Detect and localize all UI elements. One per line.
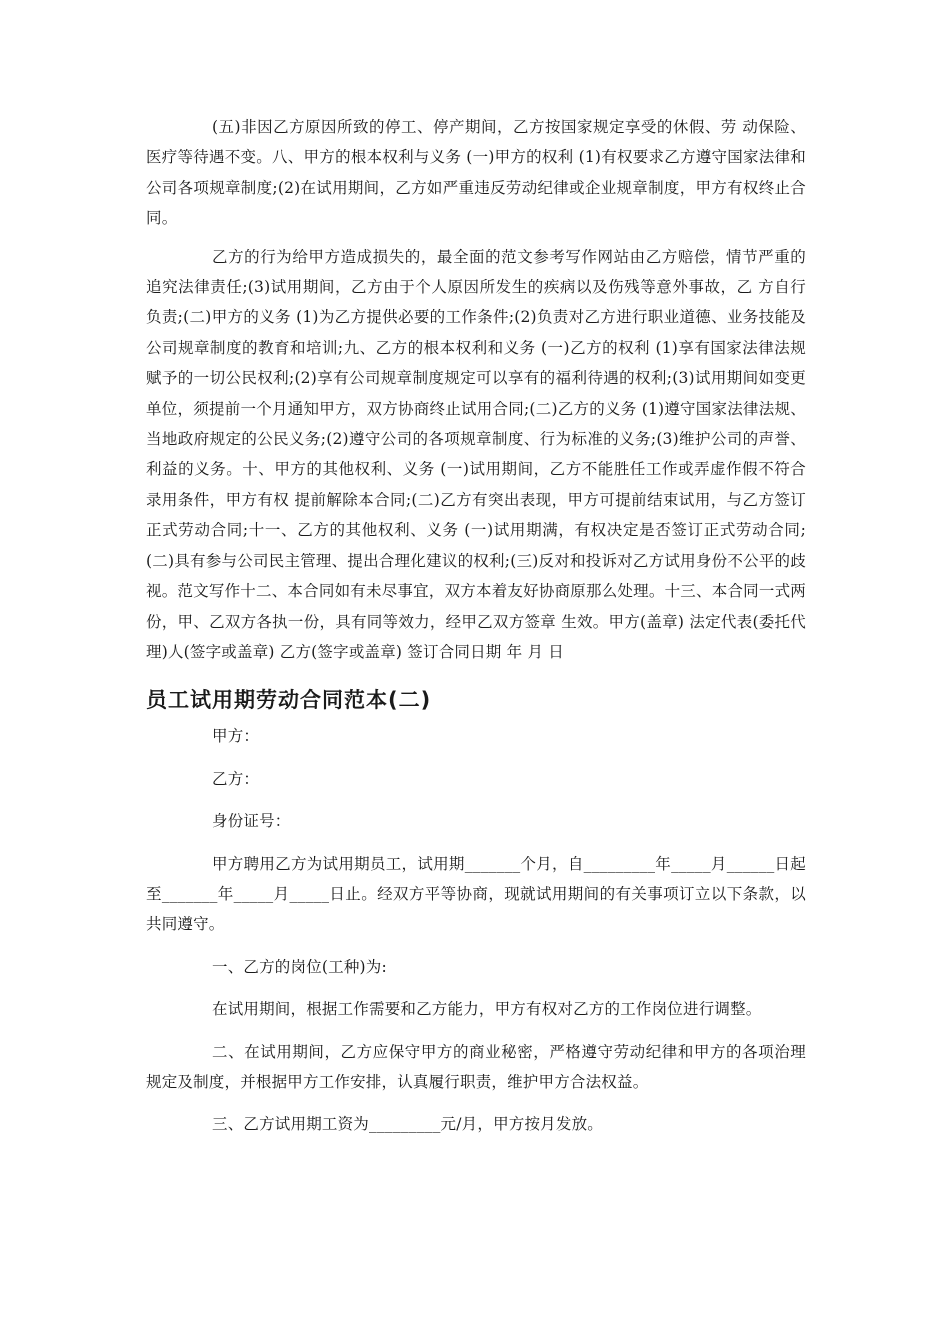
paragraph-rights-obligations: (五)非因乙方原因所致的停工、停产期间，乙方按国家规定享受的休假、劳 动保险、医疗等待遇不变。八、甲方的根本权利与义务 (一)甲方的权利 (1)有权要求乙方遵守国家法律和公司各项规章制度;(2)在试用期间，乙方如严重违反劳动纪律或企业规章制度，甲方有权终止合同。 <box>146 118 806 228</box>
id-number-label: 身份证号： <box>212 812 291 831</box>
intro-paragraph: 甲方聘用乙方为试用期员工，试用期_______个月，自_________年_____月______日起至_______年_____月_____日止。经双方平等协商，现就试用期间的有关事项订立以下条款，以共同遵守。 <box>146 854 806 934</box>
clause-2: 二、在试用期间，乙方应保守甲方的商业秘密，严格遵守劳动纪律和甲方的各项治理规定及制度，并根据甲方工作安排，认真履行职责，维护甲方合法权益。 <box>146 1042 806 1091</box>
clause-1-body: 在试用期间，根据工作需要和乙方能力，甲方有权对乙方的工作岗位进行调整。 <box>212 1000 762 1019</box>
document-page <box>146 112 806 1140</box>
paragraph-terms-continued: 乙方的行为给甲方造成损失的，最全面的范文参考写作网站由乙方赔偿，情节严重的追究法律责任;(3)试用期间，乙方由于个人原因所发生的疾病以及伤残等意外事故，乙 方自行负责;(二)甲方的义务 (1)为乙方提供必要的工作条件;(2)负责对乙方进行职业道德、业务技能及公司规章制度的教育和培训;九、乙方的根本权利和义务 (一)乙方的权利 (1)享有国家法律法规赋予的一切公民权利;(2)享有公司规章制度规定可以享有的福利待遇的权利;(3)试用期间如变更单位，须提前一个月通知甲方，双方协商终止试用合同;(二)乙方的义务 (1)遵守国家法律法规、当地政府规定的公民义务;(2)遵守公司的各项规章制度、行为标准的义务;(3)维护公司的声誉、利益的义务。十、甲方的其他权利、义务 (一)试用期间，乙方不能胜任工作或弄虚作假不符合录用条件，甲方有权 提前解除本合同;(二)乙方有突出表现，甲方可提前结束试用，与乙方签订正式劳动合同;十一、乙方的其他权利、义务 (一)试用期满，有权决定是否签订正式劳动合同;(二)具有参与公司民主管理、提出合理化建议的权利;(三)反对和投诉对乙方试用身份不公平的歧视。范文写作十二、本合同如有未尽事宜，双方本着友好协商原那么处理。十三、本合同一式两份，甲、乙双方各执一份，具有同等效力，经甲乙双方签章 生效。甲方(盖章) 法定代表(委托代理)人(签字或盖章) 乙方(签字或盖章) 签订合同日期 年 月 日 <box>146 247 806 661</box>
party-a-label: 甲方： <box>212 727 260 746</box>
section-heading: 员工试用期劳动合同范本(二) <box>146 688 432 713</box>
clause-3: 三、乙方试用期工资为_________元/月，甲方按月发放。 <box>212 1115 603 1134</box>
party-b-label: 乙方： <box>212 769 260 788</box>
clause-1-title: 一、乙方的岗位(工种)为: <box>212 957 387 976</box>
